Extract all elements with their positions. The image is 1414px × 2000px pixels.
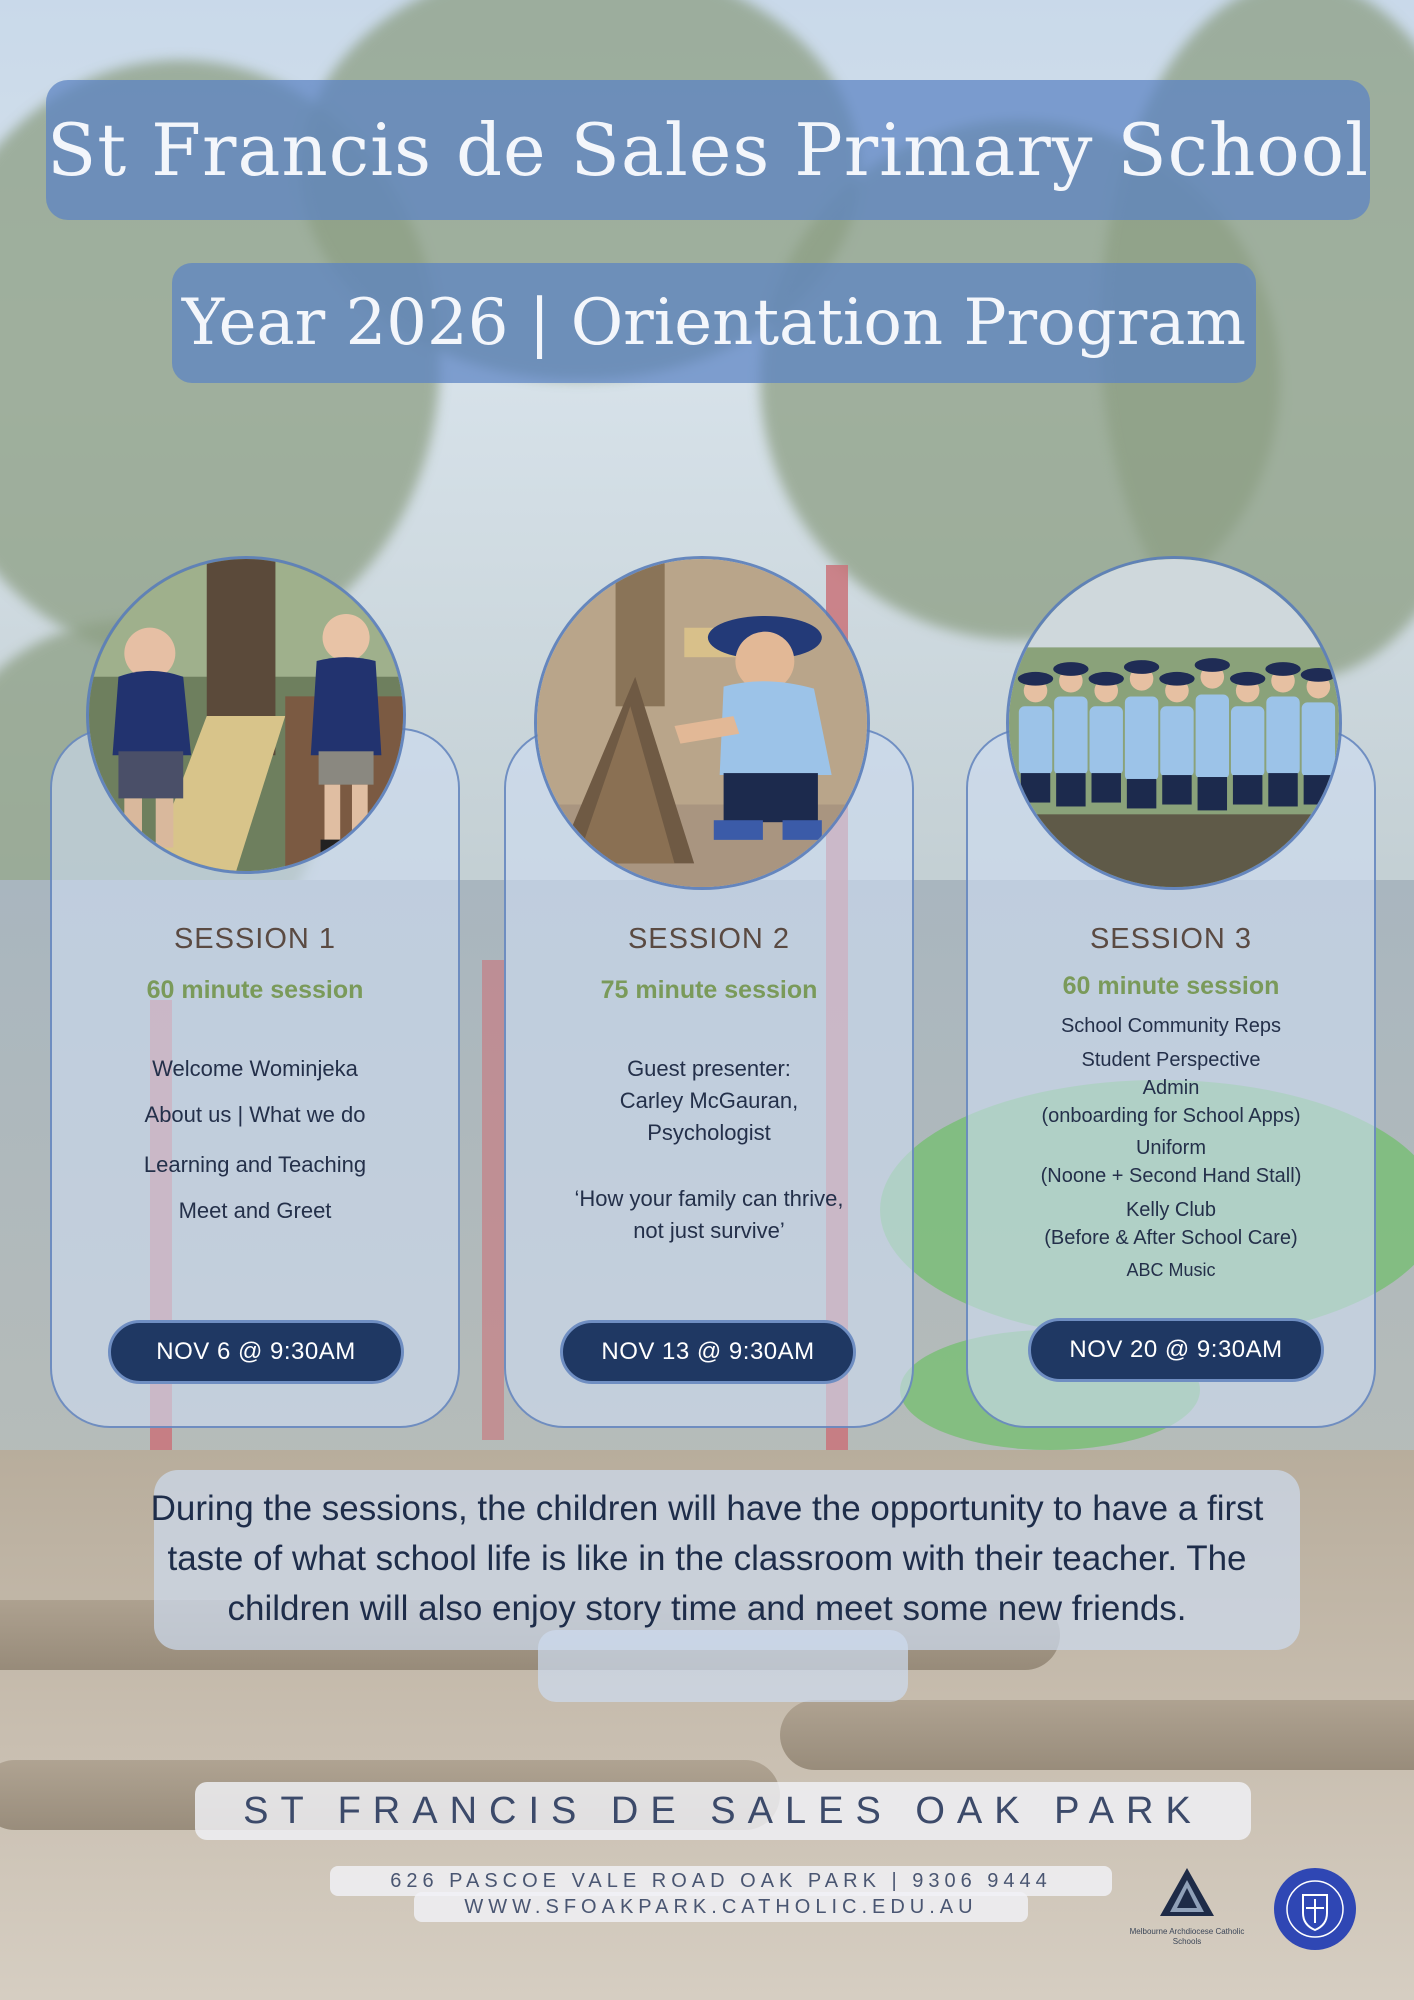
- school-title: St Francis de Sales Primary School: [46, 108, 1370, 192]
- session-date-button[interactable]: NOV 13 @ 9:30AM: [560, 1320, 856, 1384]
- agenda-item: Kelly Club: [1125, 1199, 1217, 1221]
- session-title: SESSION 1: [173, 923, 337, 955]
- agenda-item: Student Perspective: [1081, 1049, 1261, 1071]
- school-address: 626 PASCOE VALE ROAD OAK PARK | 9306 9444: [330, 1866, 1112, 1896]
- agenda-item: School Community Reps: [1060, 1015, 1282, 1037]
- session-duration: 60 minute session: [1062, 972, 1280, 1000]
- agenda-item: (onboarding for School Apps): [1041, 1105, 1301, 1127]
- macs-logo: [1128, 1866, 1246, 1956]
- school-crest-icon: [1273, 1867, 1357, 1951]
- session-date-button[interactable]: NOV 6 @ 9:30AM: [108, 1320, 404, 1384]
- school-website[interactable]: WWW.SFOAKPARK.CATHOLIC.EDU.AU: [414, 1892, 1028, 1922]
- agenda-item: Carley McGauran,: [619, 1088, 799, 1113]
- red-pole: [482, 960, 504, 1440]
- agenda-item: Meet and Greet: [178, 1198, 332, 1223]
- school-name-footer: ST FRANCIS DE SALES OAK PARK: [195, 1782, 1251, 1840]
- agenda-item: (Noone + Second Hand Stall): [1040, 1165, 1302, 1187]
- session-title: SESSION 3: [1089, 923, 1253, 955]
- program-banner: [172, 263, 1256, 383]
- macs-logo-icon: [1152, 1866, 1222, 1920]
- session-2-photo: [534, 556, 870, 890]
- agenda-item: Uniform: [1135, 1137, 1206, 1159]
- agenda-item: ‘How your family can thrive,: [574, 1186, 844, 1211]
- session-1-photo: [86, 556, 406, 874]
- agenda-item: not just survive’: [633, 1218, 785, 1243]
- session-3-photo: [1006, 556, 1342, 890]
- agenda-item: Guest presenter:: [627, 1056, 791, 1081]
- session-duration: 75 minute session: [600, 976, 818, 1004]
- agenda-item: Learning and Teaching: [143, 1152, 367, 1177]
- session-date-button[interactable]: NOV 20 @ 9:30AM: [1028, 1318, 1324, 1382]
- school-title-banner: [46, 80, 1370, 220]
- agenda-item: About us | What we do: [144, 1102, 366, 1127]
- description-background-tail: [538, 1630, 908, 1702]
- session-duration: 60 minute session: [146, 976, 364, 1004]
- agenda-item: Psychologist: [647, 1120, 771, 1145]
- agenda-item: ABC Music: [1126, 1260, 1216, 1280]
- agenda-item: Admin: [1142, 1077, 1200, 1099]
- agenda-item: (Before & After School Care): [1044, 1227, 1298, 1249]
- session-description: During the sessions, the children will have the opportunity to have a first taste of what school life is like in the classroom with their teacher. The children will also enjoy story time and meet some new friends.: [150, 1489, 1264, 1628]
- program-title: Year 2026 | Orientation Program: [181, 286, 1247, 360]
- agenda-item: Welcome Wominjeka: [152, 1056, 358, 1081]
- macs-logo-text: Melbourne Archdiocese Catholic Schools: [1129, 1927, 1245, 1946]
- log: [780, 1700, 1414, 1770]
- session-title: SESSION 2: [627, 923, 791, 955]
